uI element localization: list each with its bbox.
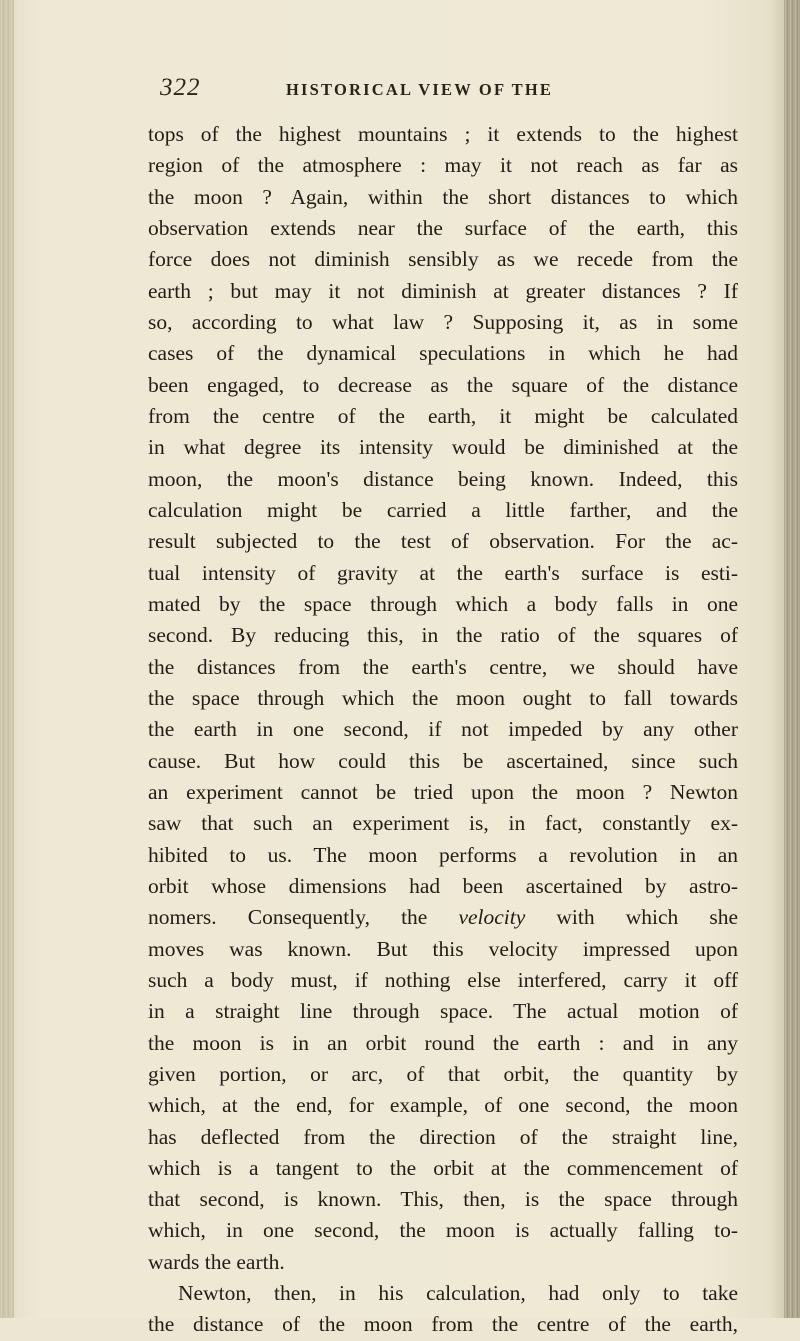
text-line: force does not diminish sensibly as we recede from the [148, 247, 738, 272]
text-line: the earth in one second, if not impeded by any other [148, 717, 738, 742]
text-line: that second, is known. This, then, is the space through [148, 1187, 738, 1212]
running-head: HISTORICAL VIEW OF THE [286, 80, 554, 99]
text-line: orbit whose dimensions had been ascertained by astro- [148, 873, 738, 898]
page-gutter-shadow [0, 0, 14, 1318]
text-line: the space through which the moon ought to fall towards [148, 685, 738, 710]
text-line-with-italic [148, 902, 738, 933]
text-line: in what degree its intensity would be diminished at the [148, 435, 738, 460]
text-line: such a body must, if nothing else interfered, carry it off [148, 967, 738, 992]
text-line: region of the atmosphere : may it not reach as far as [148, 153, 738, 178]
text-line: so, according to what law ? Supposing it, as in some [148, 309, 738, 334]
text-line: cases of the dynamical speculations in which he had [148, 341, 738, 366]
text-line: moon, the moon's distance being known. Indeed, this [148, 466, 738, 491]
text-line: in a straight line through space. The actual motion of [148, 999, 738, 1024]
text-line: hibited to us. The moon performs a revolution in an [148, 842, 738, 867]
text-line: cause. But how could this be ascertained, since such [148, 748, 738, 773]
text-line: which, at the end, for example, of one second, the moon [148, 1093, 738, 1118]
page-fore-edge [784, 0, 800, 1318]
text-line: the moon ? Again, within the short distances to which [148, 184, 738, 209]
text-line: tops of the highest mountains ; it extends to the highest [148, 122, 738, 146]
text-line: the distances from the earth's centre, we should have [148, 654, 738, 679]
text-segment: nomers. Consequently, the [148, 905, 428, 930]
text-line: calculation might be carried a little farther, and the [148, 497, 738, 522]
text-segment: with which she [556, 905, 738, 930]
italic-word: velocity [458, 905, 526, 930]
text-line: earth ; but may it not diminish at greater distances ? If [148, 278, 738, 303]
text-line: wards the earth. [148, 1249, 285, 1274]
text-line: saw that such an experiment is, in fact, constantly ex- [148, 811, 738, 836]
text-line: observation extends near the surface of the earth, this [148, 215, 738, 240]
text-line: second. By reducing this, in the ratio of the squares of [148, 623, 738, 648]
text-line: has deflected from the direction of the straight line, [148, 1124, 738, 1149]
text-line: given portion, or arc, of that orbit, the quantity by [148, 1061, 738, 1086]
page-header [0, 74, 800, 110]
text-line: the distance of the moon from the centre of the earth, [148, 1312, 738, 1337]
text-line: been engaged, to decrease as the square of the distance [148, 372, 738, 397]
text-line: moves was known. But this velocity impressed upon [148, 936, 738, 961]
text-line: Newton, then, in his calculation, had only to take [178, 1281, 738, 1306]
text-line: mated by the space through which a body falls in one [148, 591, 738, 616]
body-text [148, 119, 738, 1341]
text-line: which is a tangent to the orbit at the commencement of [148, 1155, 738, 1180]
text-line: from the centre of the earth, it might be calculated [148, 403, 738, 428]
text-line: an experiment cannot be tried upon the moon ? Newton [148, 779, 738, 804]
text-line: result subjected to the test of observation. For the ac- [148, 529, 738, 554]
text-line: which, in one second, the moon is actually falling to- [148, 1218, 738, 1243]
text-line: tual intensity of gravity at the earth's surface is esti- [148, 560, 738, 585]
text-line: the moon is in an orbit round the earth : and in any [148, 1030, 738, 1055]
page-number: 322 [160, 74, 201, 101]
